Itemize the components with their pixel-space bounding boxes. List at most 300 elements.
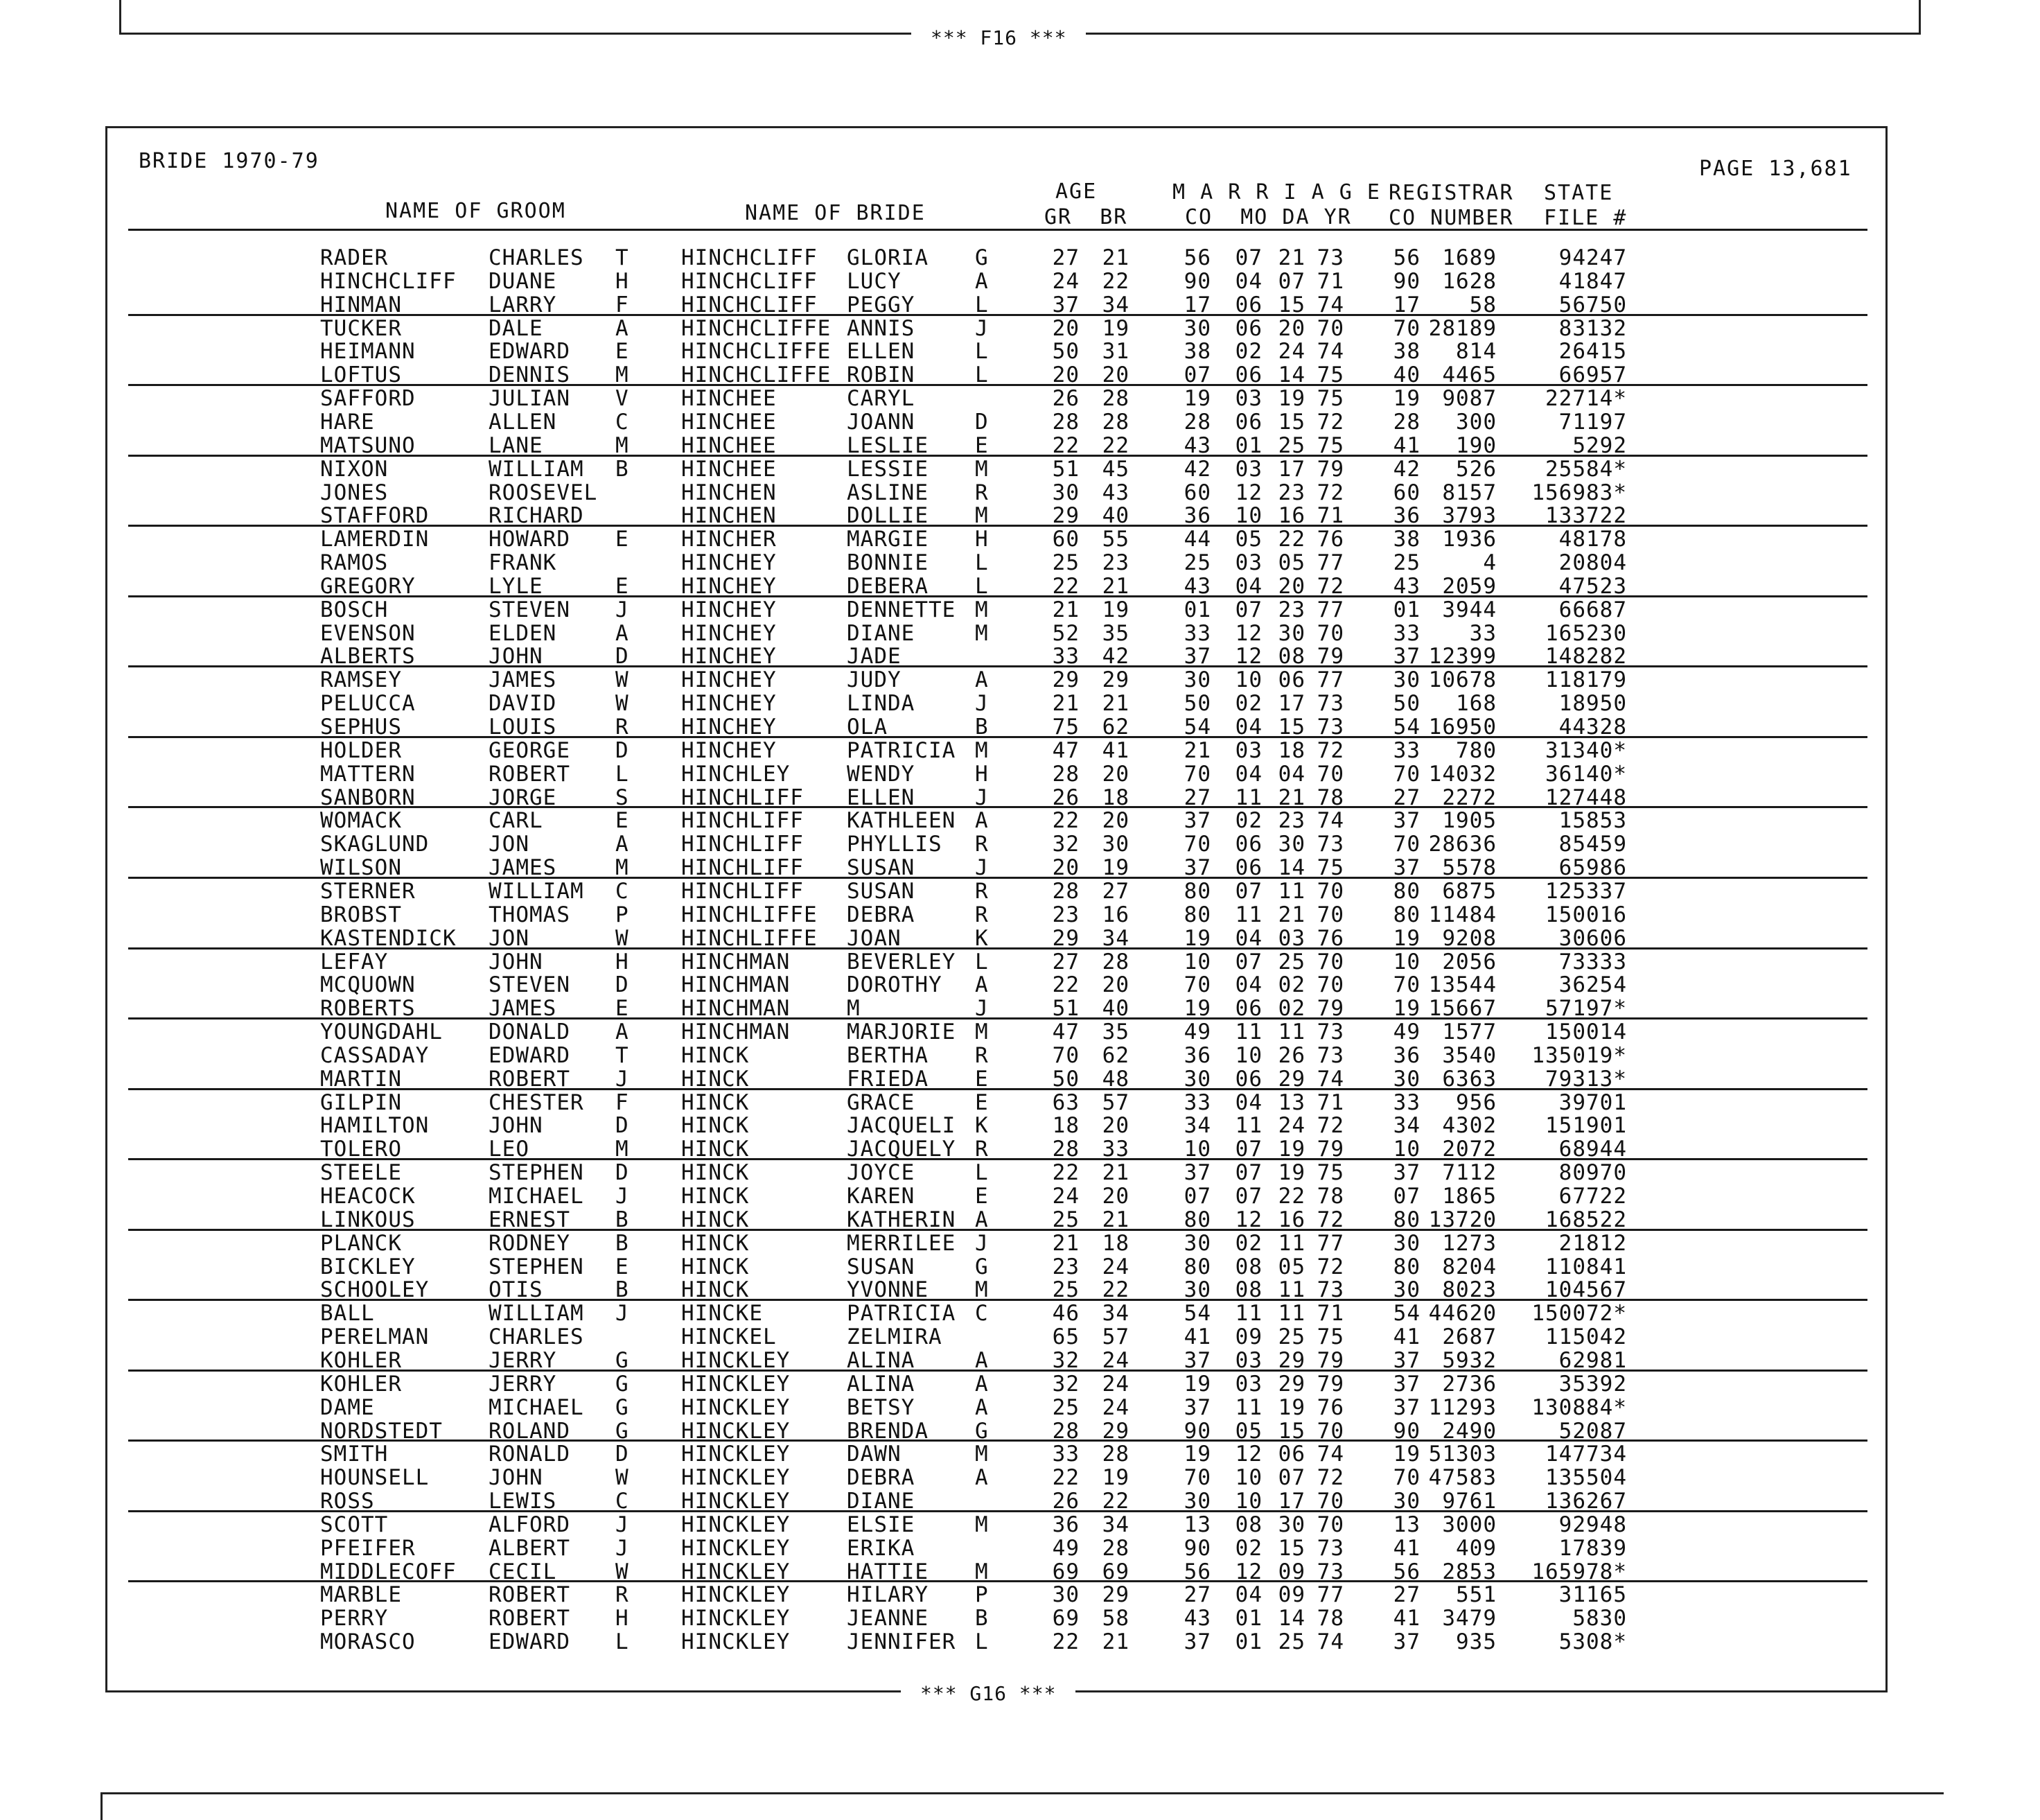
state-file-number: 35392 bbox=[1558, 1372, 1627, 1397]
bride-initial: M bbox=[975, 1277, 989, 1302]
bride-last-name: HINCHEY bbox=[681, 691, 777, 716]
groom-initial: H bbox=[615, 269, 629, 294]
registrar-number: 16950 bbox=[1428, 715, 1497, 740]
state-file-number: 133722 bbox=[1545, 503, 1627, 528]
groom-first-name: JULIAN bbox=[489, 386, 570, 411]
bride-last-name: HINCHMAN bbox=[681, 972, 791, 997]
registrar-county: 38 bbox=[1393, 339, 1421, 364]
bride-first-name: PHYLLIS bbox=[847, 832, 942, 857]
registrar-county: 30 bbox=[1393, 1231, 1421, 1256]
registrar-county: 19 bbox=[1393, 386, 1421, 411]
marriage-year: 74 bbox=[1317, 1067, 1344, 1092]
marriage-day: 20 bbox=[1278, 316, 1305, 341]
state-file-number: 92948 bbox=[1558, 1512, 1627, 1537]
bride-initial: M bbox=[975, 457, 989, 482]
bride-first-name: LESSIE bbox=[847, 457, 929, 482]
marriage-month: 06 bbox=[1235, 292, 1263, 317]
groom-age: 63 bbox=[1052, 1090, 1080, 1115]
bride-last-name: HINCK bbox=[681, 1113, 750, 1138]
bride-age: 18 bbox=[1102, 785, 1129, 810]
registrar-number: 2853 bbox=[1442, 1559, 1497, 1584]
marriage-county: 80 bbox=[1184, 1254, 1211, 1279]
bride-last-name: HINCHEN bbox=[681, 503, 777, 528]
bride-age: 22 bbox=[1102, 269, 1129, 294]
bride-first-name: JUDY bbox=[847, 667, 902, 692]
groom-last-name: DAME bbox=[320, 1395, 375, 1420]
marriage-month: 05 bbox=[1235, 527, 1263, 552]
marriage-month: 03 bbox=[1235, 386, 1263, 411]
table-row bbox=[0, 1090, 2040, 1114]
bride-last-name: HINCHEE bbox=[681, 410, 777, 435]
bride-first-name: GRACE bbox=[847, 1090, 915, 1115]
next-page-frame bbox=[100, 1792, 1944, 1820]
registrar-number: 14032 bbox=[1428, 762, 1497, 787]
registrar-number: 3000 bbox=[1442, 1512, 1497, 1537]
groom-initial: D bbox=[615, 644, 629, 669]
bride-age: 24 bbox=[1102, 1372, 1129, 1397]
bride-age: 62 bbox=[1102, 715, 1129, 740]
groom-age: 29 bbox=[1052, 926, 1080, 951]
groom-last-name: PELUCCA bbox=[320, 691, 416, 716]
groom-age: 28 bbox=[1052, 410, 1080, 435]
bride-last-name: HINCHEE bbox=[681, 457, 777, 482]
bride-last-name: HINCHEY bbox=[681, 715, 777, 740]
groom-initial: A bbox=[615, 316, 629, 341]
table-row bbox=[0, 1465, 2040, 1489]
bride-initial: J bbox=[975, 1231, 989, 1256]
marriage-county: 28 bbox=[1184, 410, 1211, 435]
bride-first-name: PATRICIA bbox=[847, 1301, 956, 1326]
groom-initial: C bbox=[615, 879, 629, 904]
marriage-month: 07 bbox=[1235, 245, 1263, 270]
marriage-year: 72 bbox=[1317, 574, 1344, 599]
groom-last-name: SANBORN bbox=[320, 785, 416, 810]
marriage-month: 07 bbox=[1235, 1184, 1263, 1209]
groom-last-name: KOHLER bbox=[320, 1348, 402, 1373]
groom-age: 25 bbox=[1052, 1207, 1080, 1232]
groom-last-name: LOFTUS bbox=[320, 362, 402, 387]
registrar-county: 80 bbox=[1393, 1207, 1421, 1232]
groom-age: 28 bbox=[1052, 879, 1080, 904]
registrar-county: 90 bbox=[1393, 1419, 1421, 1444]
marriage-county: 56 bbox=[1184, 1559, 1211, 1584]
bride-age: 24 bbox=[1102, 1348, 1129, 1373]
marriage-year: 74 bbox=[1317, 339, 1344, 364]
groom-age: 20 bbox=[1052, 362, 1080, 387]
marriage-year: 74 bbox=[1317, 808, 1344, 833]
marriage-month: 12 bbox=[1235, 1207, 1263, 1232]
marriage-month: 08 bbox=[1235, 1512, 1263, 1537]
groom-last-name: PERRY bbox=[320, 1606, 389, 1631]
registrar-county: 13 bbox=[1393, 1512, 1421, 1537]
groom-last-name: HAMILTON bbox=[320, 1113, 430, 1138]
registrar-county: 80 bbox=[1393, 1254, 1421, 1279]
bride-last-name: HINCKLEY bbox=[681, 1629, 791, 1654]
registrar-county: 54 bbox=[1393, 1301, 1421, 1326]
table-row bbox=[0, 1231, 2040, 1254]
registrar-number: 13544 bbox=[1428, 972, 1497, 997]
state-file-number: 47523 bbox=[1558, 574, 1627, 599]
marriage-month: 06 bbox=[1235, 362, 1263, 387]
groom-age: 24 bbox=[1052, 1184, 1080, 1209]
state-file-number: 57197* bbox=[1545, 996, 1627, 1021]
bride-initial: L bbox=[975, 550, 989, 575]
registrar-county: 27 bbox=[1393, 1582, 1421, 1607]
groom-last-name: HOUNSELL bbox=[320, 1465, 430, 1490]
bride-first-name: WENDY bbox=[847, 762, 915, 787]
bride-first-name: MARGIE bbox=[847, 527, 929, 552]
table-row bbox=[0, 691, 2040, 715]
marriage-county: 30 bbox=[1184, 1067, 1211, 1092]
bride-initial: A bbox=[975, 1207, 989, 1232]
groom-first-name: DALE bbox=[489, 316, 543, 341]
marriage-day: 26 bbox=[1278, 1043, 1305, 1068]
groom-age: 36 bbox=[1052, 1512, 1080, 1537]
groom-last-name: GILPIN bbox=[320, 1090, 402, 1115]
table-row bbox=[0, 621, 2040, 645]
groom-last-name: PERELMAN bbox=[320, 1324, 430, 1349]
bride-last-name: HINCK bbox=[681, 1160, 750, 1185]
groom-age: 22 bbox=[1052, 1160, 1080, 1185]
groom-first-name: CHARLES bbox=[489, 1324, 584, 1349]
marriage-day: 22 bbox=[1278, 527, 1305, 552]
registrar-number: 526 bbox=[1456, 457, 1497, 482]
bride-last-name: HINCKLEY bbox=[681, 1606, 791, 1631]
bride-initial: A bbox=[975, 1348, 989, 1373]
table-row bbox=[0, 1629, 2040, 1653]
marriage-year: 77 bbox=[1317, 1231, 1344, 1256]
previous-page-marker: *** F16 *** bbox=[911, 26, 1086, 49]
marriage-day: 29 bbox=[1278, 1067, 1305, 1092]
bride-initial: J bbox=[975, 785, 989, 810]
marriage-year: 76 bbox=[1317, 527, 1344, 552]
bride-age: 21 bbox=[1102, 574, 1129, 599]
groom-last-name: ROSS bbox=[320, 1489, 375, 1514]
bride-age: 40 bbox=[1102, 503, 1129, 528]
marriage-year: 78 bbox=[1317, 1606, 1344, 1631]
state-file-number: 62981 bbox=[1558, 1348, 1627, 1373]
registrar-county: 43 bbox=[1393, 574, 1421, 599]
state-file-number: 165978* bbox=[1531, 1559, 1627, 1584]
marriage-county: 70 bbox=[1184, 832, 1211, 857]
groom-first-name: ROBERT bbox=[489, 1067, 570, 1092]
marriage-county: 80 bbox=[1184, 879, 1211, 904]
groom-initial: G bbox=[615, 1372, 629, 1397]
groom-first-name: JAMES bbox=[489, 996, 557, 1021]
bride-first-name: BONNIE bbox=[847, 550, 929, 575]
bride-first-name: DIANE bbox=[847, 1489, 915, 1514]
marriage-month: 12 bbox=[1235, 621, 1263, 646]
bride-age: 19 bbox=[1102, 1465, 1129, 1490]
bride-first-name: DEBERA bbox=[847, 574, 929, 599]
groom-initial: W bbox=[615, 667, 629, 692]
table-row bbox=[0, 879, 2040, 902]
marriage-year: 73 bbox=[1317, 1043, 1344, 1068]
table-row bbox=[0, 1113, 2040, 1137]
marriage-year: 76 bbox=[1317, 1395, 1344, 1420]
marriage-day: 16 bbox=[1278, 1207, 1305, 1232]
groom-age: 49 bbox=[1052, 1536, 1080, 1561]
groom-initial: J bbox=[615, 1301, 629, 1326]
registrar-number: 7112 bbox=[1442, 1160, 1497, 1185]
marriage-year: 73 bbox=[1317, 832, 1344, 857]
marriage-day: 29 bbox=[1278, 1348, 1305, 1373]
marriage-county: 80 bbox=[1184, 1207, 1211, 1232]
bride-initial: G bbox=[975, 1254, 989, 1279]
bride-first-name: GLORIA bbox=[847, 245, 929, 270]
marriage-month: 12 bbox=[1235, 1559, 1263, 1584]
state-file-number: 115042 bbox=[1545, 1324, 1627, 1349]
marriage-year: 70 bbox=[1317, 902, 1344, 927]
marriage-year: 73 bbox=[1317, 1020, 1344, 1044]
bride-first-name: BETSY bbox=[847, 1395, 915, 1420]
table-row bbox=[0, 457, 2040, 480]
table-row bbox=[0, 972, 2040, 996]
marriage-day: 11 bbox=[1278, 1231, 1305, 1256]
bride-initial: L bbox=[975, 1160, 989, 1185]
groom-initial: D bbox=[615, 738, 629, 763]
table-row bbox=[0, 762, 2040, 785]
bride-first-name: LESLIE bbox=[847, 433, 929, 458]
bride-age: 20 bbox=[1102, 762, 1129, 787]
groom-first-name: RODNEY bbox=[489, 1231, 570, 1256]
groom-age: 27 bbox=[1052, 950, 1080, 974]
bride-age: 18 bbox=[1102, 1231, 1129, 1256]
bride-column-header: NAME OF BRIDE bbox=[745, 201, 926, 225]
bride-initial: L bbox=[975, 950, 989, 974]
registrar-county: 33 bbox=[1393, 1090, 1421, 1115]
marriage-day: 15 bbox=[1278, 292, 1305, 317]
marriage-day: 23 bbox=[1278, 480, 1305, 505]
registrar-number: 3479 bbox=[1442, 1606, 1497, 1631]
marriage-year: 75 bbox=[1317, 386, 1344, 411]
groom-last-name: GREGORY bbox=[320, 574, 416, 599]
marriage-header: M A R R I A G E bbox=[1172, 180, 1381, 204]
marriage-county: 37 bbox=[1184, 808, 1211, 833]
groom-age: 25 bbox=[1052, 1277, 1080, 1302]
bride-last-name: HINCKLEY bbox=[681, 1348, 791, 1373]
bride-initial: M bbox=[975, 1020, 989, 1044]
marriage-subheader: CO MO DA YR bbox=[1185, 205, 1352, 229]
registrar-number: 8157 bbox=[1442, 480, 1497, 505]
registrar-county: 70 bbox=[1393, 832, 1421, 857]
marriage-month: 02 bbox=[1235, 1231, 1263, 1256]
bride-age: 43 bbox=[1102, 480, 1129, 505]
marriage-month: 10 bbox=[1235, 1465, 1263, 1490]
bride-first-name: OLA bbox=[847, 715, 888, 740]
bride-first-name: JOAN bbox=[847, 926, 902, 951]
bride-age: 22 bbox=[1102, 433, 1129, 458]
groom-age: 32 bbox=[1052, 1372, 1080, 1397]
registrar-county: 56 bbox=[1393, 1559, 1421, 1584]
bride-first-name: DENNETTE bbox=[847, 597, 956, 622]
bride-first-name: ELSIE bbox=[847, 1512, 915, 1537]
registrar-number: 28189 bbox=[1428, 316, 1497, 341]
marriage-county: 37 bbox=[1184, 1395, 1211, 1420]
marriage-day: 02 bbox=[1278, 972, 1305, 997]
groom-initial: F bbox=[615, 1090, 629, 1115]
age-header: AGE bbox=[1055, 180, 1098, 204]
groom-last-name: MARBLE bbox=[320, 1582, 402, 1607]
bride-first-name: PATRICIA bbox=[847, 738, 956, 763]
table-row bbox=[0, 1372, 2040, 1395]
groom-initial: W bbox=[615, 926, 629, 951]
state-file-number: 150072* bbox=[1531, 1301, 1627, 1326]
marriage-county: 30 bbox=[1184, 1231, 1211, 1256]
bride-first-name: DOLLIE bbox=[847, 503, 929, 528]
marriage-county: 37 bbox=[1184, 644, 1211, 669]
bride-last-name: HINCHER bbox=[681, 527, 777, 552]
bride-age: 30 bbox=[1102, 832, 1129, 857]
registrar-county: 37 bbox=[1393, 855, 1421, 880]
groom-first-name: CHESTER bbox=[489, 1090, 584, 1115]
bride-age: 42 bbox=[1102, 644, 1129, 669]
marriage-day: 25 bbox=[1278, 1629, 1305, 1654]
groom-first-name: LANE bbox=[489, 433, 543, 458]
marriage-year: 72 bbox=[1317, 738, 1344, 763]
state-file-number: 68944 bbox=[1558, 1137, 1627, 1162]
groom-first-name: JON bbox=[489, 832, 529, 857]
registrar-number: 1628 bbox=[1442, 269, 1497, 294]
table-row bbox=[0, 1160, 2040, 1184]
groom-last-name: LEFAY bbox=[320, 950, 389, 974]
state-header: STATE bbox=[1544, 181, 1614, 205]
groom-first-name: CECIL bbox=[489, 1559, 557, 1584]
table-row bbox=[0, 1184, 2040, 1207]
state-file-number: 118179 bbox=[1545, 667, 1627, 692]
marriage-day: 24 bbox=[1278, 339, 1305, 364]
bride-age: 31 bbox=[1102, 339, 1129, 364]
marriage-month: 11 bbox=[1235, 1113, 1263, 1138]
table-row bbox=[0, 550, 2040, 574]
marriage-county: 37 bbox=[1184, 855, 1211, 880]
bride-last-name: HINCKLEY bbox=[681, 1419, 791, 1444]
groom-first-name: STEVEN bbox=[489, 972, 570, 997]
registrar-number: 58 bbox=[1469, 292, 1497, 317]
bride-first-name: ALINA bbox=[847, 1348, 915, 1373]
marriage-day: 19 bbox=[1278, 1160, 1305, 1185]
bride-last-name: HINCHLEY bbox=[681, 762, 791, 787]
table-row bbox=[0, 1277, 2040, 1301]
bride-last-name: HINCHEY bbox=[681, 597, 777, 622]
marriage-county: 19 bbox=[1184, 996, 1211, 1021]
groom-first-name: ELDEN bbox=[489, 621, 557, 646]
bride-first-name: ELLEN bbox=[847, 339, 915, 364]
groom-age: 26 bbox=[1052, 386, 1080, 411]
groom-initial: D bbox=[615, 1113, 629, 1138]
groom-last-name: TOLERO bbox=[320, 1137, 402, 1162]
marriage-county: 34 bbox=[1184, 1113, 1211, 1138]
registrar-number: 47583 bbox=[1428, 1465, 1497, 1490]
groom-initial: E bbox=[615, 574, 629, 599]
groom-age: 22 bbox=[1052, 972, 1080, 997]
bride-last-name: HINCHLIFF bbox=[681, 879, 804, 904]
table-row bbox=[0, 902, 2040, 926]
bride-initial: R bbox=[975, 902, 989, 927]
marriage-year: 73 bbox=[1317, 715, 1344, 740]
registrar-number: 6363 bbox=[1442, 1067, 1497, 1092]
groom-last-name: SKAGLUND bbox=[320, 832, 430, 857]
marriage-year: 79 bbox=[1317, 1372, 1344, 1397]
registrar-county: 10 bbox=[1393, 1137, 1421, 1162]
groom-initial: B bbox=[615, 1231, 629, 1256]
marriage-year: 76 bbox=[1317, 926, 1344, 951]
marriage-year: 79 bbox=[1317, 644, 1344, 669]
marriage-month: 03 bbox=[1235, 550, 1263, 575]
groom-first-name: ROBERT bbox=[489, 762, 570, 787]
groom-age: 22 bbox=[1052, 433, 1080, 458]
registrar-number: 3793 bbox=[1442, 503, 1497, 528]
bride-age: 20 bbox=[1102, 1113, 1129, 1138]
groom-first-name: ALFORD bbox=[489, 1512, 570, 1537]
registrar-county: 41 bbox=[1393, 1606, 1421, 1631]
registrar-number: 2072 bbox=[1442, 1137, 1497, 1162]
marriage-month: 10 bbox=[1235, 503, 1263, 528]
bride-initial: M bbox=[975, 1512, 989, 1537]
registrar-county: 49 bbox=[1393, 1020, 1421, 1044]
marriage-year: 78 bbox=[1317, 1184, 1344, 1209]
table-row bbox=[0, 1137, 2040, 1160]
bride-age: 45 bbox=[1102, 457, 1129, 482]
groom-last-name: HINCHCLIFF bbox=[320, 269, 457, 294]
marriage-day: 30 bbox=[1278, 832, 1305, 857]
bride-age: 28 bbox=[1102, 410, 1129, 435]
registrar-county: 30 bbox=[1393, 667, 1421, 692]
bride-age: 20 bbox=[1102, 1184, 1129, 1209]
marriage-day: 23 bbox=[1278, 597, 1305, 622]
registrar-number: 51303 bbox=[1428, 1442, 1497, 1467]
bride-initial: R bbox=[975, 1137, 989, 1162]
bride-last-name: HINCHMAN bbox=[681, 996, 791, 1021]
bride-age: 28 bbox=[1102, 386, 1129, 411]
bride-last-name: HINCKLEY bbox=[681, 1372, 791, 1397]
marriage-year: 77 bbox=[1317, 1582, 1344, 1607]
registrar-county: 54 bbox=[1393, 715, 1421, 740]
groom-age: 47 bbox=[1052, 1020, 1080, 1044]
bride-last-name: HINCKLEY bbox=[681, 1465, 791, 1490]
marriage-day: 24 bbox=[1278, 1113, 1305, 1138]
bride-last-name: HINCHLIFFE bbox=[681, 902, 818, 927]
groom-age: 32 bbox=[1052, 832, 1080, 857]
table-row bbox=[0, 1395, 2040, 1419]
table-row bbox=[0, 667, 2040, 691]
marriage-year: 70 bbox=[1317, 879, 1344, 904]
bride-initial: H bbox=[975, 527, 989, 552]
marriage-year: 75 bbox=[1317, 1324, 1344, 1349]
marriage-county: 43 bbox=[1184, 1606, 1211, 1631]
bride-first-name: ELLEN bbox=[847, 785, 915, 810]
bride-initial: B bbox=[975, 715, 989, 740]
registrar-county: 38 bbox=[1393, 527, 1421, 552]
marriage-county: 90 bbox=[1184, 1419, 1211, 1444]
bride-first-name: KAREN bbox=[847, 1184, 915, 1209]
marriage-year: 74 bbox=[1317, 1442, 1344, 1467]
marriage-month: 11 bbox=[1235, 902, 1263, 927]
marriage-month: 09 bbox=[1235, 1324, 1263, 1349]
groom-first-name: GEORGE bbox=[489, 738, 570, 763]
state-file-number: 36254 bbox=[1558, 972, 1627, 997]
registrar-number: 2490 bbox=[1442, 1419, 1497, 1444]
bride-first-name: JENNIFER bbox=[847, 1629, 956, 1654]
registrar-number: 2272 bbox=[1442, 785, 1497, 810]
bride-last-name: HINCHEY bbox=[681, 667, 777, 692]
marriage-month: 03 bbox=[1235, 457, 1263, 482]
state-file-number: 67722 bbox=[1558, 1184, 1627, 1209]
bride-age: 34 bbox=[1102, 292, 1129, 317]
table-row bbox=[0, 362, 2040, 386]
groom-age: 29 bbox=[1052, 503, 1080, 528]
state-file-number: 22714* bbox=[1545, 386, 1627, 411]
